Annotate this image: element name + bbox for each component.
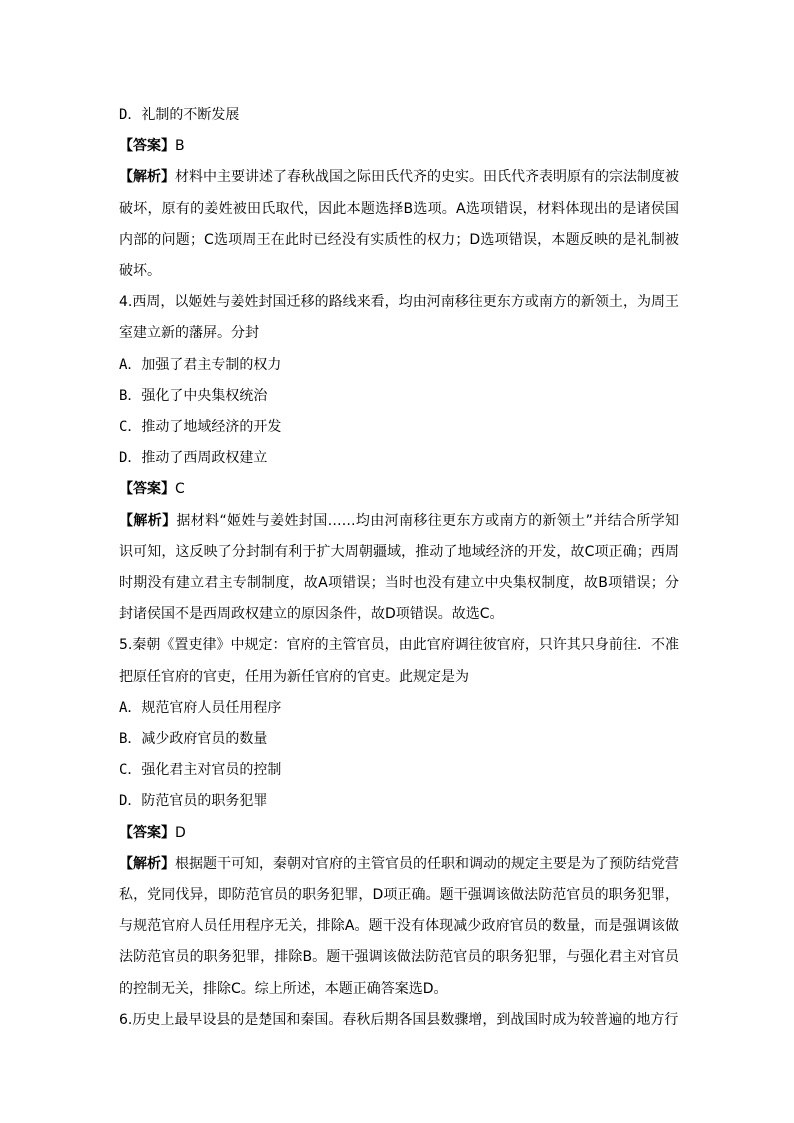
q6-stem: 6.历史上最早设县的是楚国和秦国。春秋后期各国县数骤增，到战国时成为较普遍的地方行	[119, 1011, 679, 1028]
answer-tag: 【答案】	[119, 138, 175, 155]
q4-option-c: C．推动了地域经济的开发	[119, 418, 282, 435]
q5-answer	[119, 818, 679, 849]
q5-option-c: C．强化君主对官员的控制	[119, 762, 282, 779]
q4-analysis	[119, 506, 679, 631]
question-3-tail	[119, 100, 679, 287]
q5-option-a: A．规范官府人员任用程序	[119, 699, 282, 716]
analysis-tag: 【解析】	[119, 855, 175, 872]
answer-tag: 【答案】	[119, 824, 175, 841]
analysis-text: 根据题干可知，秦朝对官府的主管官员的任职和调动的规定主要是为了预防结党营私，党同伐异，即防范官员的职务犯罪，D项正确。题干强调该做法防范官员的职务犯罪，与规范官府人员任用程序无关，排除A。题干没有体现减少政府官员的数量，而是强调该做法防范官员的职务犯罪，排除B。题干强调该做法防范官员的职务犯罪，与强化君主对官员的控制无关，排除C。综上所述，本题正确答案选D。	[119, 855, 679, 997]
analysis-text: 据材料“姬姓与姜姓封国……均由河南移往更东方或南方的新领土”并结合所学知识可知，这反映了分封制有利于扩大周朝疆域，推动了地域经济的开发，故C项正确；西周时期没有建立君主专制制度，故A项错误；当时也没有建立中央集权制度，故B项错误；分封诸侯国不是西周政权建立的原因条件，故D项错误。故选C。	[119, 512, 679, 623]
q3-answer	[119, 131, 679, 162]
analysis-text: 材料中主要讲述了春秋战国之际田氏代齐的史实。田氏代齐表明原有的宗法制度被破坏，原有的姜姓被田氏取代，因此本题选择B选项。A选项错误，材料体现出的是诸侯国内部的问题；C选项周王在此时已经没有实质性的权力；D选项错误，本题反映的是礼制被破坏。	[119, 169, 679, 279]
q4-stem: 4.西周，以姬姓与姜姓封国迁移的路线来看，均由河南移往更东方或南方的新领土，为周王室建立新的藩屏。分封	[119, 294, 679, 342]
q3-option-d: D．礼制的不断发展	[119, 107, 240, 123]
answer-value: D	[175, 824, 186, 841]
question-5	[119, 630, 679, 1004]
q5-stem: 5.秦朝《置吏律》中规定：官府的主管官员，由此官府调往彼官府，只许其只身前往．不准把原任官府的官吏，任用为新任官府的官吏。此规定是为	[119, 637, 679, 685]
answer-value: B	[175, 138, 185, 155]
question-6-head	[119, 1005, 679, 1036]
q5-option-b: B．减少政府官员的数量	[119, 730, 268, 747]
answer-value: C	[175, 481, 185, 498]
q4-option-d: D．推动了西周政权建立	[119, 450, 268, 467]
page-content	[119, 100, 679, 1036]
question-4	[119, 287, 679, 630]
q5-option-d: D．防范官员的职务犯罪	[119, 793, 268, 810]
q4-option-b: B．强化了中央集权统治	[119, 387, 268, 404]
analysis-tag: 【解析】	[119, 512, 177, 529]
q3-analysis	[119, 162, 679, 287]
q4-option-a: A．加强了君主专制的权力	[119, 356, 282, 373]
answer-tag: 【答案】	[119, 481, 175, 498]
q5-analysis	[119, 849, 679, 1005]
analysis-tag: 【解析】	[119, 169, 175, 186]
q4-answer	[119, 474, 679, 505]
